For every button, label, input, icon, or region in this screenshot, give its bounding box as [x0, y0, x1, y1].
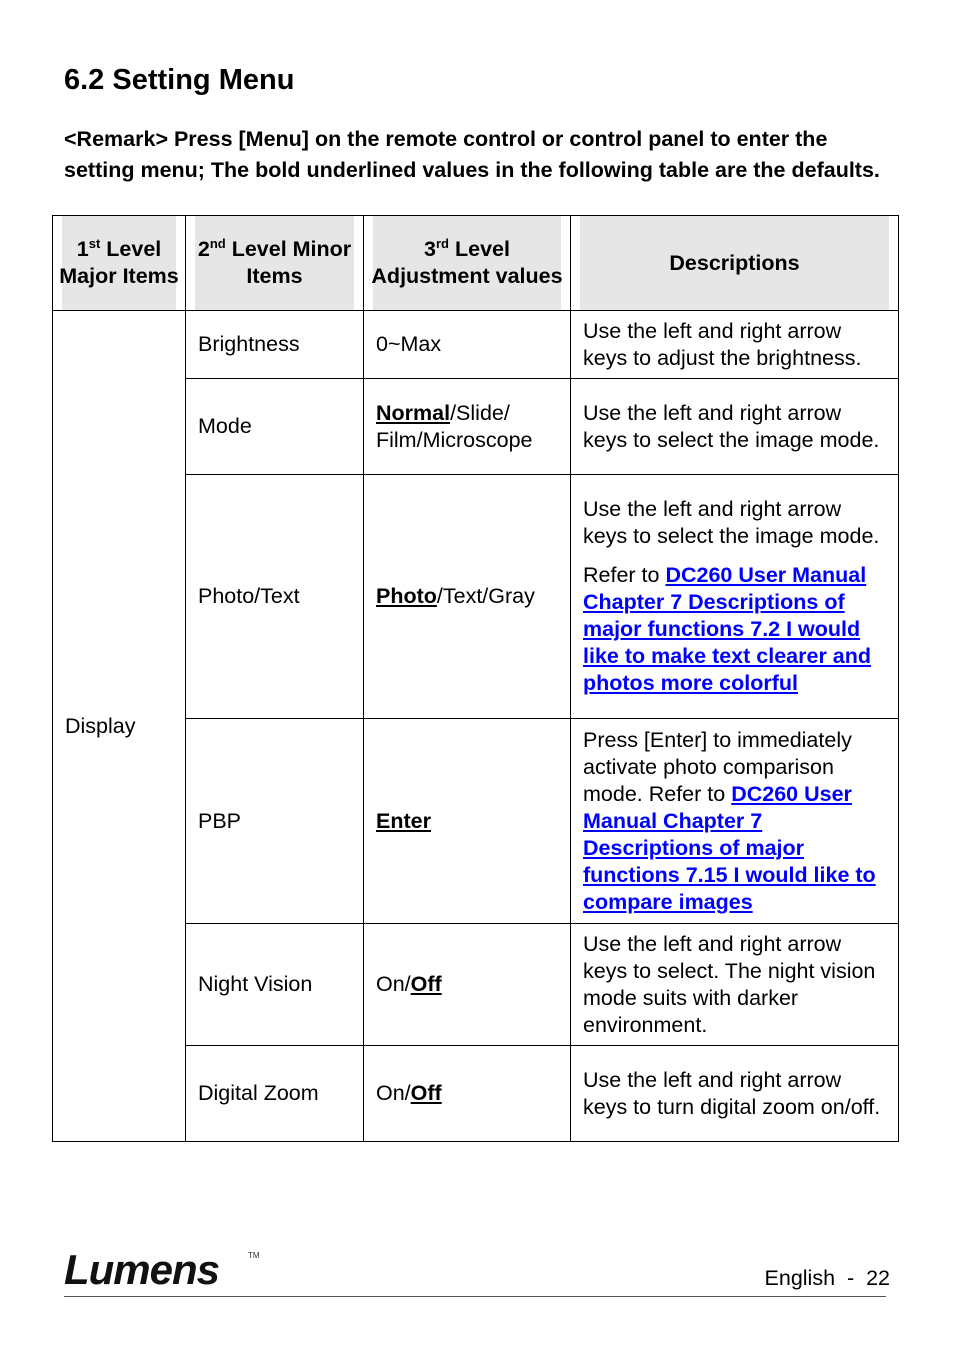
description: Use the left and right arrow keys to select the image mode.	[571, 379, 899, 475]
minor-item: Photo/Text	[186, 475, 364, 719]
page-number: English - 22	[764, 1266, 890, 1290]
lumens-logo	[64, 1248, 264, 1297]
major-item-display: Display	[53, 311, 186, 1142]
setting-menu-table	[52, 215, 899, 1142]
minor-item: Brightness	[186, 311, 364, 379]
header-second-level: 2nd Level Minor Items	[186, 216, 364, 311]
default-value: Off	[410, 1081, 442, 1105]
adjustment-value	[364, 719, 571, 924]
adjustment-value: Normal/Slide/ Film/Microscope	[364, 379, 571, 475]
adjustment-value: Photo/Text/Gray	[364, 475, 571, 719]
header-descriptions: Descriptions	[571, 216, 899, 311]
minor-item: Digital Zoom	[186, 1046, 364, 1142]
table-row	[53, 311, 899, 379]
manual-link-7-2[interactable]: DC260 User Manual Chapter 7 Descriptions of major functions 7.2 I would like to make text clearer and photos more colorful	[583, 563, 872, 695]
minor-item: Night Vision	[186, 924, 364, 1046]
minor-item: PBP	[186, 719, 364, 924]
adjustment-value: 0~Max	[364, 311, 571, 379]
adjustment-value: On/Off	[364, 924, 571, 1046]
header-third-level: 3rd Level Adjustment values	[364, 216, 571, 311]
svg-text:TM: TM	[248, 1251, 260, 1260]
manual-link-7-15[interactable]: DC260 User Manual Chapter 7 Descriptions of major functions 7.15 I would like to compare images	[583, 781, 876, 914]
remark-note: <Remark> Press [Menu] on the remote control or control panel to enter the setting menu; The bold underlined values in the following table are the defaults.	[64, 127, 880, 182]
description: Use the left and right arrow keys to adjust the brightness.	[571, 311, 899, 379]
default-value: Normal	[376, 400, 451, 425]
footer-divider	[64, 1296, 886, 1297]
description: Use the left and right arrow keys to select the image mode. Refer to DC260 User Manual Chapter 7 Descriptions of major functions 7.2 I would like to make text clearer and photos more colorful	[571, 475, 899, 719]
svg-text:Lumens: Lumens	[64, 1248, 220, 1292]
page-title: 6.2 Setting Menu	[64, 64, 295, 96]
description: Use the left and right arrow keys to turn digital zoom on/off.	[571, 1046, 899, 1142]
description: Use the left and right arrow keys to select. The night vision mode suits with darker environment.	[571, 924, 899, 1046]
minor-item: Mode	[186, 379, 364, 475]
table-header-row	[53, 216, 899, 311]
description: Press [Enter] to immediately activate photo comparison mode. Refer to DC260 User Manual Chapter 7 Descriptions of major functions 7.15 I would like to compare images	[571, 719, 899, 924]
adjustment-value: On/Off	[364, 1046, 571, 1142]
default-value: Photo	[376, 584, 437, 608]
header-first-level: 1st Level Major Items	[53, 216, 186, 311]
default-value: Off	[410, 972, 442, 996]
default-value: Enter	[376, 808, 431, 833]
